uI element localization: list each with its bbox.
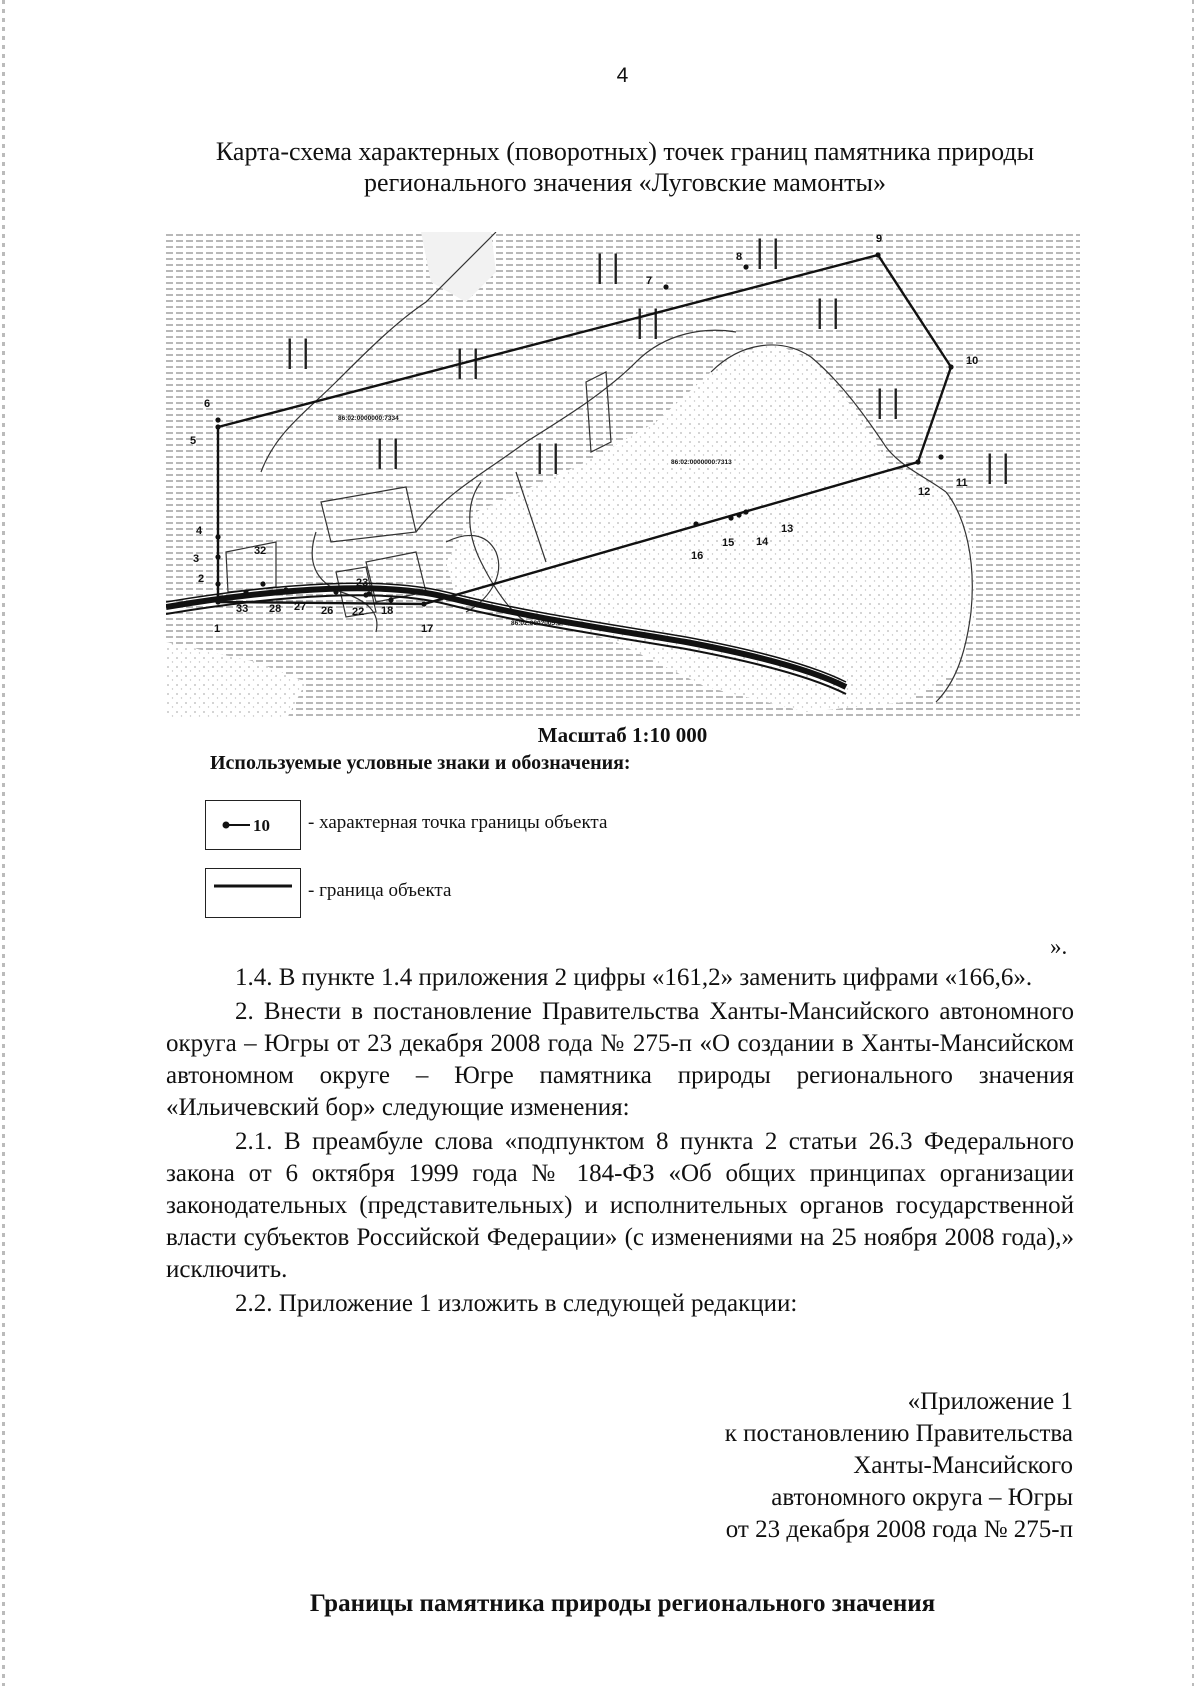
boundary-point-marker xyxy=(948,364,953,369)
boundary-point-label: 27 xyxy=(294,601,307,613)
legend-sample-box xyxy=(205,868,301,918)
paragraph: 1.4. В пункте 1.4 приложения 2 цифры «161,2» заменить цифрами «166,6». xyxy=(235,964,1033,991)
boundary-point-marker xyxy=(736,512,741,517)
boundary-point-marker xyxy=(366,591,371,596)
legend-heading: Используемые условные знаки и обозначения: xyxy=(210,752,631,774)
boundary-point-marker xyxy=(743,509,748,514)
annex-line: к постановлению Правительства xyxy=(724,1420,1073,1447)
forest-symbol: | | xyxy=(876,383,900,420)
boundary-point-marker xyxy=(243,589,248,594)
boundary-point-label: 12 xyxy=(918,486,931,498)
legend-sample-box xyxy=(205,800,301,850)
annex-line: Ханты-Мансийского xyxy=(853,1452,1073,1479)
forest-symbol: | | xyxy=(536,438,560,475)
paragraph: 2.2. Приложение 1 изложить в следующей редакции: xyxy=(235,1290,798,1317)
boundary-point-label: 2 xyxy=(198,573,205,585)
boundary-point-marker xyxy=(308,587,313,592)
legend-dash: - xyxy=(308,812,315,833)
paragraph: 2. Внести в постановление Правительства Ханты-Мансийского автономного округа – Югры от 23 декабря 2008 года № 275-п «О создании в Ханты-Мансийском автономном округе – Югре памятника природы регионального значения «Ильичевский бор» следующие изменения: xyxy=(166,998,1074,1121)
legend-dash: - xyxy=(308,880,315,901)
page-number: 4 xyxy=(616,64,629,87)
boundary-point-marker xyxy=(215,534,220,539)
map-title-line-1: Карта-схема характерных (поворотных) точек границ памятника природы xyxy=(215,137,1035,166)
parcel-label: 86:02:0802005:6 xyxy=(511,620,561,627)
boundary-point-label: 26 xyxy=(321,605,334,617)
boundary-point-marker xyxy=(215,417,220,422)
forest-symbol: | | xyxy=(986,448,1010,485)
forest-symbol: | | xyxy=(286,333,310,370)
forest-symbol: | | xyxy=(376,433,400,470)
boundary-point-sample xyxy=(206,801,300,849)
boundary-point-marker xyxy=(663,284,668,289)
scan-right-edge xyxy=(1192,0,1194,1686)
boundary-point-label: 15 xyxy=(722,537,735,549)
boundary-point-label: 7 xyxy=(646,275,653,287)
body-text xyxy=(166,962,1074,1322)
boundary-point-marker xyxy=(693,521,698,526)
boundary-point-label: 14 xyxy=(756,536,769,548)
boundary-point-marker xyxy=(260,581,265,586)
forest-symbol: | | xyxy=(596,248,620,285)
forest-symbol: | | xyxy=(456,343,480,380)
scale-label: Масштаб 1:10 000 xyxy=(537,723,708,747)
annex-line: «Приложение 1 xyxy=(907,1388,1073,1415)
parcel-label: 86:02:0000000:7313 xyxy=(671,459,732,466)
annex-line: от 23 декабря 2008 года № 275-п xyxy=(725,1516,1073,1543)
boundary-point-label: 18 xyxy=(381,605,394,617)
boundary-point-marker xyxy=(215,581,220,586)
annex-reference xyxy=(725,1386,1073,1546)
paragraph: 2.1. В преамбуле слова «подпунктом 8 пункта 2 статьи 26.3 Федерального закона от 6 октября 1999 года № 184-ФЗ «Об общих принципах организации законодательных (представительных) и исполнительных органов государственной власти субъектов Российской Федерации» (с изменениями на 25 ноября 2008 года),» исключить. xyxy=(166,1128,1074,1283)
closing-quote: ». xyxy=(1050,934,1068,959)
boundary-point-marker xyxy=(388,597,393,602)
boundary-point-marker xyxy=(875,252,880,257)
boundary-point-marker xyxy=(728,515,733,520)
boundary-point-label: 9 xyxy=(876,233,883,245)
boundary-point-marker xyxy=(421,601,426,606)
boundary-point-label: 22 xyxy=(352,606,365,618)
boundary-point-label: 3 xyxy=(193,553,200,565)
boundary-point-label: 28 xyxy=(269,603,282,615)
parcel-label: 86:02:0000000:7334 xyxy=(338,415,399,422)
boundary-point-label: 11 xyxy=(956,477,968,489)
section-heading: Границы памятника природы регионального значения xyxy=(309,1590,936,1617)
boundary-point-label: 23 xyxy=(356,577,369,589)
map-background xyxy=(166,232,1080,720)
boundary-point-label: 16 xyxy=(691,550,704,562)
legend-sample-label: 10 xyxy=(253,816,270,835)
boundary-point-marker xyxy=(938,454,943,459)
boundary-point-label: 13 xyxy=(781,523,794,535)
boundary-point-label: 6 xyxy=(204,398,211,410)
boundary-point-marker xyxy=(915,459,920,464)
boundary-point-marker xyxy=(215,599,220,604)
legend-text: характерная точка границы объекта xyxy=(319,812,608,833)
boundary-point-label: 8 xyxy=(736,251,743,263)
boundary-point-label: 5 xyxy=(190,435,197,447)
boundary-point-label: 32 xyxy=(254,545,267,557)
boundary-point-label: 4 xyxy=(196,525,203,537)
boundary-point-label: 33 xyxy=(236,603,249,615)
boundary-point-marker xyxy=(743,264,748,269)
forest-symbol: | | xyxy=(756,233,780,270)
boundary-point-label: 1 xyxy=(214,623,221,635)
scan-left-edge xyxy=(2,0,5,1686)
boundary-point-marker xyxy=(283,587,288,592)
boundary-point-label: 17 xyxy=(421,623,434,635)
boundary-map xyxy=(166,232,1080,720)
map-title xyxy=(160,136,1090,198)
annex-line: автономного округа – Югры xyxy=(771,1484,1073,1511)
forest-symbol: | | xyxy=(636,303,660,340)
boundary-point-marker xyxy=(215,424,220,429)
boundary-point-marker xyxy=(215,554,220,559)
legend-text: граница объекта xyxy=(319,880,452,901)
boundary-point-marker xyxy=(333,589,338,594)
forest-symbol: | | xyxy=(816,293,840,330)
boundary-line-sample xyxy=(206,869,300,917)
boundary-point-label: 10 xyxy=(966,355,979,367)
map-title-line-2: регионального значения «Луговские мамонты» xyxy=(364,168,886,197)
